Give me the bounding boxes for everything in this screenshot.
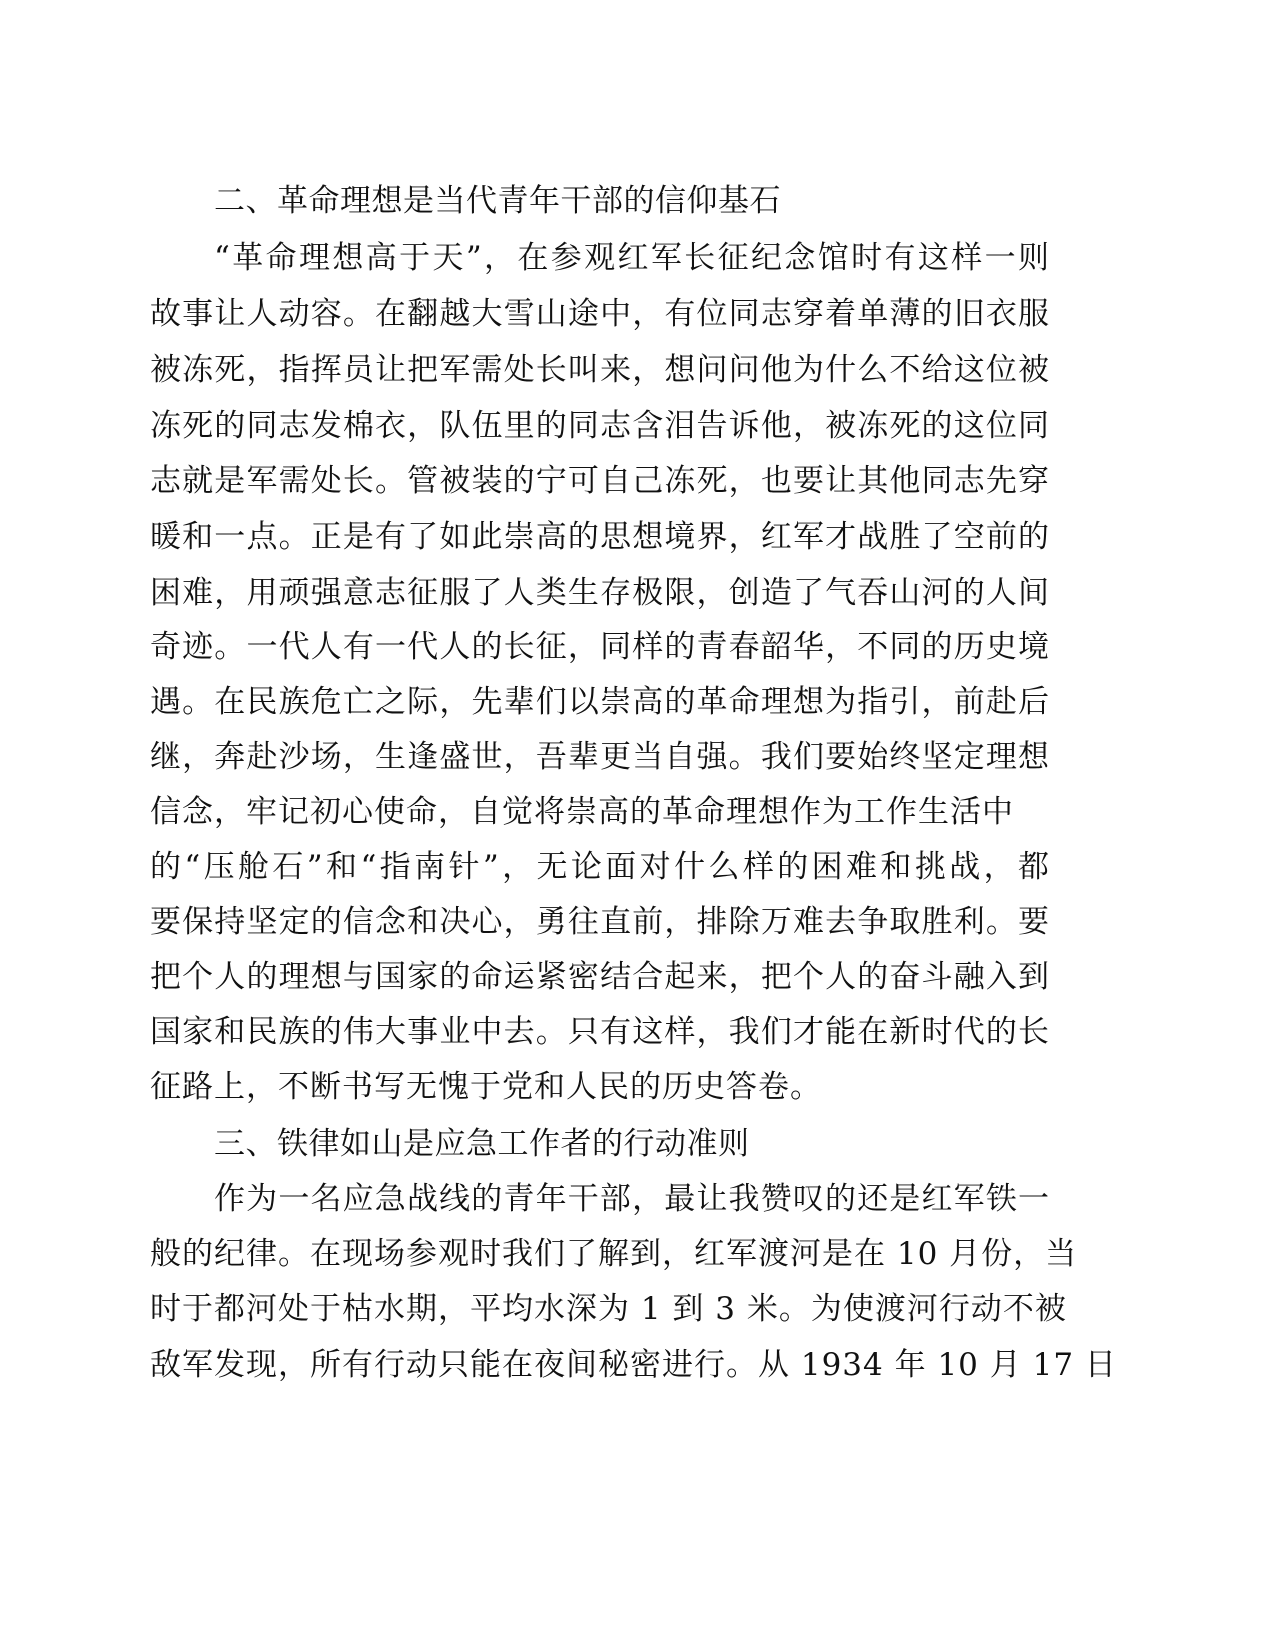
paragraph-line: 敌军发现，所有行动只能在夜间秘密进行。从 1934 年 10 月 17 日 — [150, 1347, 1117, 1383]
paragraph-line: 作为一名应急战线的青年干部，最让我赞叹的还是红军铁一 — [214, 1181, 1050, 1217]
section-heading: 二、革命理想是当代青年干部的信仰基石 — [214, 183, 781, 219]
paragraph-line: 继，奔赴沙场，生逢盛世，吾辈更当自强。我们要始终坚定理想 — [150, 739, 1050, 775]
section-heading: 三、铁律如山是应急工作者的行动准则 — [214, 1126, 750, 1162]
paragraph-line: 把个人的理想与国家的命运紧密结合起来，把个人的奋斗融入到 — [150, 959, 1050, 995]
paragraph-line: 奇迹。一代人有一代人的长征，同样的青春韶华，不同的历史境 — [150, 629, 1050, 665]
paragraph-line: “革命理想高于天”，在参观红军长征纪念馆时有这样一则 — [214, 240, 1050, 276]
paragraph-line: 遇。在民族危亡之际，先辈们以崇高的革命理想为指引，前赴后 — [150, 684, 1050, 720]
paragraph-line: 征路上，不断书写无愧于党和人民的历史答卷。 — [150, 1069, 822, 1105]
paragraph-line: 国家和民族的伟大事业中去。只有这样，我们才能在新时代的长 — [150, 1014, 1050, 1050]
paragraph-line: 被冻死，指挥员让把军需处长叫来，想问问他为什么不给这位被 — [150, 352, 1050, 388]
paragraph-line: 的“压舱石”和“指南针”，无论面对什么样的困难和挑战，都 — [150, 849, 1050, 885]
paragraph-line: 信念，牢记初心使命，自觉将崇高的革命理想作为工作生活中 — [150, 794, 1014, 830]
paragraph-line: 时于都河处于枯水期，平均水深为 1 到 3 米。为使渡河行动不被 — [150, 1291, 1067, 1327]
paragraph-line: 困难，用顽强意志征服了人类生存极限，创造了气吞山河的人间 — [150, 575, 1050, 611]
paragraph-line: 暖和一点。正是有了如此崇高的思想境界，红军才战胜了空前的 — [150, 519, 1050, 555]
paragraph-line: 般的纪律。在现场参观时我们了解到，红军渡河是在 10 月份，当 — [150, 1236, 1078, 1272]
paragraph-line: 冻死的同志发棉衣，队伍里的同志含泪告诉他，被冻死的这位同 — [150, 408, 1050, 444]
paragraph-line: 志就是军需处长。管被装的宁可自己冻死，也要让其他同志先穿 — [150, 463, 1050, 499]
paragraph-line: 故事让人动容。在翻越大雪山途中，有位同志穿着单薄的旧衣服 — [150, 296, 1050, 332]
paragraph-line: 要保持坚定的信念和决心，勇往直前，排除万难去争取胜利。要 — [150, 904, 1050, 940]
